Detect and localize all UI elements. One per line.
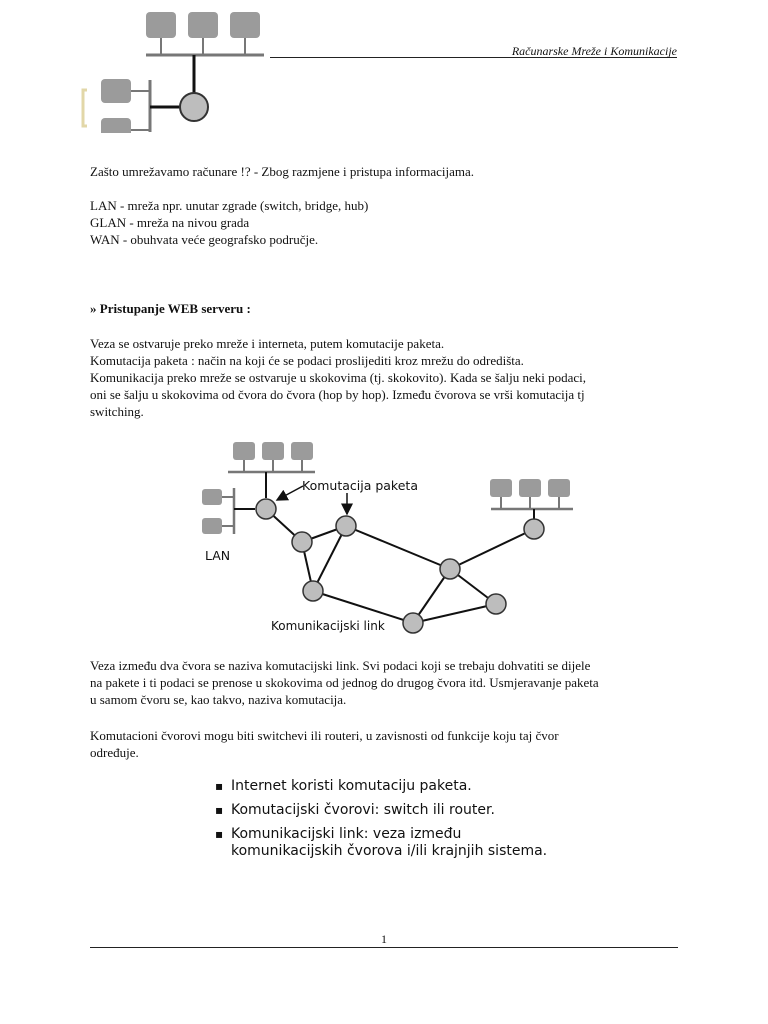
logo-host-4 [101,79,131,103]
footer-rule [90,947,678,948]
bullet-item: ▪ Komutacijski čvorovi: switch ili router. [215,802,635,819]
summary-bullet-list [215,778,635,867]
host-icon [548,479,570,497]
p2-line: u samom čvoru se, kao takvo, naziva komutacija. [90,692,347,707]
paragraph-3 [90,727,678,761]
label-communication-link: Komunikacijski link [271,619,385,633]
intro-question: Zašto umrežavamo računare !? - Zbog razmjene i pristupa informacijama. [90,164,475,179]
switching-node [403,613,423,633]
section-paragraph-1 [90,335,678,420]
network-types [90,197,678,248]
logo-host-1 [146,12,176,38]
header-title: Računarske Mreže i Komunikacije [511,44,677,58]
host-icon [202,489,222,505]
network-type-lan: LAN - mreža npr. unutar zgrade (switch, bridge, hub) [90,198,369,213]
host-icon [202,518,222,534]
p1-line: Veza se ostvaruje preko mreže i interneta, putem komutacije paketa. [90,336,445,351]
p2-line: na pakete i ti podaci se prenose u skokovima od jednog do drugog čvora itd. Usmjeravanje paketa [90,675,599,690]
bullet-item: ▪ Komunikacijski link: veza između komunikacijskih čvorova i/ili krajnjih sistema. [215,826,571,860]
p2-line: Veza između dva čvora se naziva komutacijski link. Svi podaci koji se trebaju dohvatiti se dijele [90,658,591,673]
logo-bracket [83,90,87,126]
p1-line: oni se šalju u skokovima od čvora do čvora (hop by hop). Između čvorova se vrši komutacija tj [90,387,585,402]
arrow-to-node [277,486,303,500]
network-type-wan: WAN - obuhvata veće geografsko područje. [90,232,319,247]
label-packet-switching: Komutacija paketa [302,478,418,493]
switching-node [486,594,506,614]
page-number: 1 [381,932,387,946]
switching-node [440,559,460,579]
switching-node [256,499,276,519]
p1-line: Komutacija paketa : način na koji će se podaci proslijediti kroz mrežu do odredišta. [90,353,524,368]
packet-switching-diagram [195,438,585,643]
host-icon [519,479,541,497]
bullet-item: ▪ Internet koristi komutaciju paketa. [215,778,635,795]
logo-host-3 [230,12,260,38]
switching-node [303,581,323,601]
header-network-logo [78,8,268,133]
logo-host-5 [101,118,131,133]
host-icon [233,442,255,460]
paragraph-2 [90,657,678,708]
logo-node [180,93,208,121]
switching-node [292,532,312,552]
switching-node [336,516,356,536]
p1-line: Komunikacija preko mreže se ostvaruje u skokovima (tj. skokovito). Kada se šalju neki podaci, [90,370,587,385]
p3-line: određuje. [90,745,139,760]
logo-host-2 [188,12,218,38]
host-icon [490,479,512,497]
host-icon [291,442,313,460]
p3-line: Komutacioni čvorovi mogu biti switchevi ili routeri, u zavisnosti od funkcije koju taj čvor [90,728,559,743]
switching-node [524,519,544,539]
label-lan: LAN [205,548,231,563]
network-type-glan: GLAN - mreža na nivou grada [90,215,250,230]
section-heading: » Pristupanje WEB serveru : [90,301,251,316]
p1-line: switching. [90,404,144,419]
host-icon [262,442,284,460]
